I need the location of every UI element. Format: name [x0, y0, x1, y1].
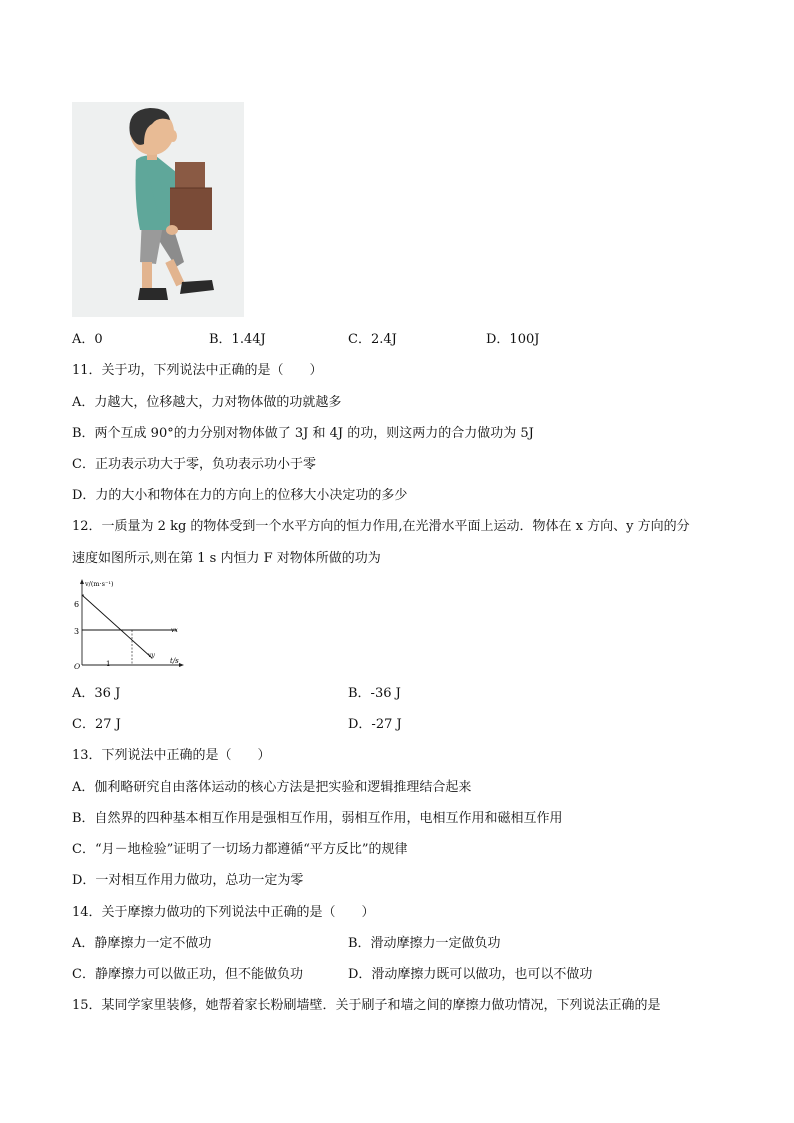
y-axis-label: v/(m·s⁻¹): [85, 580, 114, 588]
series-label-vy: vy: [148, 652, 155, 659]
q12-option-d: D．-27 J: [348, 717, 402, 732]
series-label-vx: vx: [171, 627, 178, 634]
x-tick-1: 1: [106, 660, 111, 668]
q14-option-d: D．滑动摩擦力既可以做功，也可以不做功: [348, 967, 593, 982]
q12-stem-line1: 12．一质量为 2 kg 的物体受到一个水平方向的恒力作用,在光滑水平面上运动．物体在 x 方向、y 方向的分: [72, 519, 690, 534]
q13-stem: 13．下列说法中正确的是（ ）: [72, 748, 271, 763]
series-line-vy: [82, 595, 152, 658]
q15-stem: 15．某同学家里装修，她帮着家长粉刷墙壁．关于刷子和墙之间的摩擦力做功情况，下列说法正确的是: [72, 998, 661, 1013]
q11-option-d: D．力的大小和物体在力的方向上的位移大小决定功的多少: [72, 488, 408, 503]
q14-stem: 14．关于摩擦力做功的下列说法中正确的是（ ）: [72, 905, 375, 920]
q10-option-b: B．1.44J: [209, 332, 266, 347]
q14-option-b: B．滑动摩擦力一定做负功: [348, 936, 501, 951]
x-axis-arrow-icon: [179, 663, 184, 667]
y-tick-6: 6: [74, 600, 80, 609]
x-axis-label: t/s: [170, 657, 179, 665]
person-carrying-boxes-illustration: [72, 102, 244, 317]
q12-option-b: B．-36 J: [348, 686, 401, 701]
q13-option-d: D．一对相互作用力做功，总功一定为零: [72, 873, 304, 888]
q13-option-a: A．伽利略研究自由落体运动的核心方法是把实验和逻辑推理结合起来: [72, 780, 472, 795]
q12-option-a: A．36 J: [72, 686, 121, 701]
origin-label: O: [74, 662, 81, 669]
q13-option-c: C．“月－地检验”证明了一切场力都遵循“平方反比”的规律: [72, 842, 408, 857]
q11-stem: 11．关于功，下列说法中正确的是（ ）: [72, 363, 323, 378]
q10-option-d: D．100J: [486, 332, 540, 347]
y-axis-arrow-icon: [80, 579, 84, 584]
y-tick-3: 3: [74, 627, 80, 636]
q13-option-b: B．自然界的四种基本相互作用是强相互作用，弱相互作用，电相互作用和磁相互作用: [72, 811, 563, 826]
q14-option-c: C．静摩擦力可以做正功，但不能做负功: [72, 967, 303, 982]
q14-option-a: A．静摩擦力一定不做功: [72, 936, 212, 951]
velocity-time-graph: [70, 577, 186, 669]
person-carrying-boxes-icon: [72, 102, 244, 317]
q12-stem-line2: 速度如图所示,则在第 1 s 内恒力 F 对物体所做的功为: [72, 551, 381, 566]
q11-option-c: C．正功表示功大于零，负功表示功小于零: [72, 457, 316, 472]
q10-option-c: C．2.4J: [348, 332, 397, 347]
q11-option-b: B．两个互成 90°的力分别对物体做了 3J 和 4J 的功，则这两力的合力做功为 5J: [72, 426, 534, 441]
q11-option-a: A．力越大，位移越大，力对物体做的功就越多: [72, 395, 342, 410]
q12-option-c: C．27 J: [72, 717, 121, 732]
q10-option-a: A．0: [72, 332, 103, 347]
